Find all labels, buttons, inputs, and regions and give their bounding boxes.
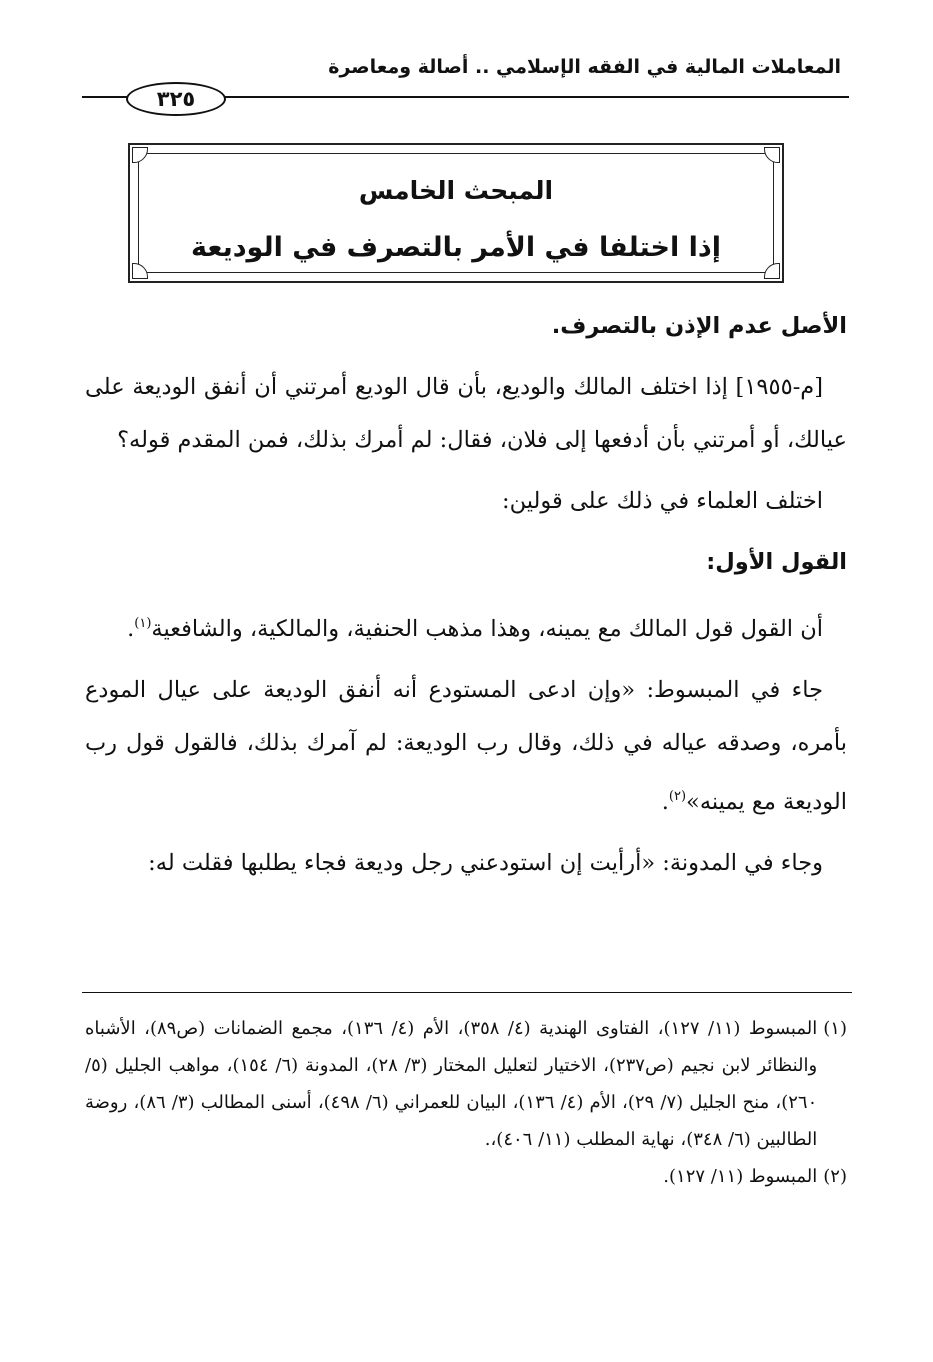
- question-paragraph: [م-١٩٥٥] إذا اختلف المالك والوديع، بأن قال الوديع أمرتني أن أنفق الوديعة على عيالك، أو أمرتني بأن أدفعها إلى فلان، فقال: لم أمرك بذلك، فمن المقدم قوله؟: [85, 374, 847, 453]
- footnote-2: [85, 1158, 847, 1195]
- section-label: المبحث الخامس: [358, 176, 554, 205]
- frame-corner-ornament: [764, 263, 780, 279]
- chapter-title-inner-frame: [138, 153, 774, 273]
- footnote-number: (٢): [823, 1166, 847, 1187]
- running-header-title: المعاملات المالية في الفقه الإسلامي .. أصالة ومعاصرة: [328, 56, 841, 78]
- section-title: إذا اختلفا في الأمر بالتصرف في الوديعة: [190, 232, 722, 263]
- first-view-text: أن القول قول المالك مع يمينه، وهذا مذهب الحنفية، والمالكية، والشافعية: [151, 616, 823, 642]
- mabsut-quote-text: جاء في المبسوط: «وإن ادعى المستودع أنه أنفق الوديعة على عيال المودع بأمره، وصدقه عياله في ذلك، وقال رب الوديعة: لم آمرك بذلك، فالقول قول رب الوديعة مع يمينه»: [85, 677, 847, 815]
- footnotes: [85, 1010, 847, 1195]
- page-number-badge: ٣٢٥: [126, 82, 226, 116]
- mudawwana-quote-paragraph: وجاء في المدونة: «أرأيت إن استودعني رجل وديعة فجاء يطلبها فقلت له:: [148, 850, 823, 876]
- frame-corner-ornament: [764, 147, 780, 163]
- intro-paragraph: اختلف العلماء في ذلك على قولين:: [501, 488, 823, 514]
- footnote-ref-2[interactable]: (٢): [668, 789, 687, 804]
- frame-corner-ornament: [132, 263, 148, 279]
- first-view-paragraph: [85, 597, 847, 656]
- frame-corner-ornament: [132, 147, 148, 163]
- principle-heading: الأصل عدم الإذن بالتصرف.: [551, 313, 847, 339]
- footnote-text: المبسوط (١١/ ١٢٧).: [663, 1166, 818, 1187]
- body-text: [85, 300, 847, 898]
- chapter-title-frame: [128, 143, 784, 283]
- footnote-number: (١): [823, 1018, 847, 1039]
- first-view-end: .: [127, 616, 135, 642]
- footnote-text: المبسوط (١١/ ١٢٧)، الفتاوى الهندية (٤/ ٣٥٨)، الأم (٤/ ١٣٦)، مجمع الضمانات (ص٨٩)، الأشباه والنظائر لابن نجيم (ص٢٣٧)، الاختيار لتعليل المختار (٣/ ٢٨)، المدونة (٦/ ١٥٤)، مواهب الجليل (٥/ ٢٦٠)، منح الجليل (٧/ ٢٩)، الأم (٤/ ١٣٦)، البيان للعمراني (٦/ ٤٩٨)، أسنى المطالب (٣/ ٨٦)، روضة الطالبين (٦/ ٣٤٨)، نهاية المطلب (١١/ ٤٠٦)،.: [85, 1018, 818, 1150]
- footnote-ref-1[interactable]: (١): [134, 616, 152, 631]
- first-view-heading: القول الأول:: [706, 549, 847, 575]
- mabsut-quote-end: .: [661, 789, 669, 815]
- mabsut-quote-paragraph: [85, 664, 847, 829]
- footnote-1: [85, 1010, 847, 1158]
- footnote-separator: [82, 992, 852, 993]
